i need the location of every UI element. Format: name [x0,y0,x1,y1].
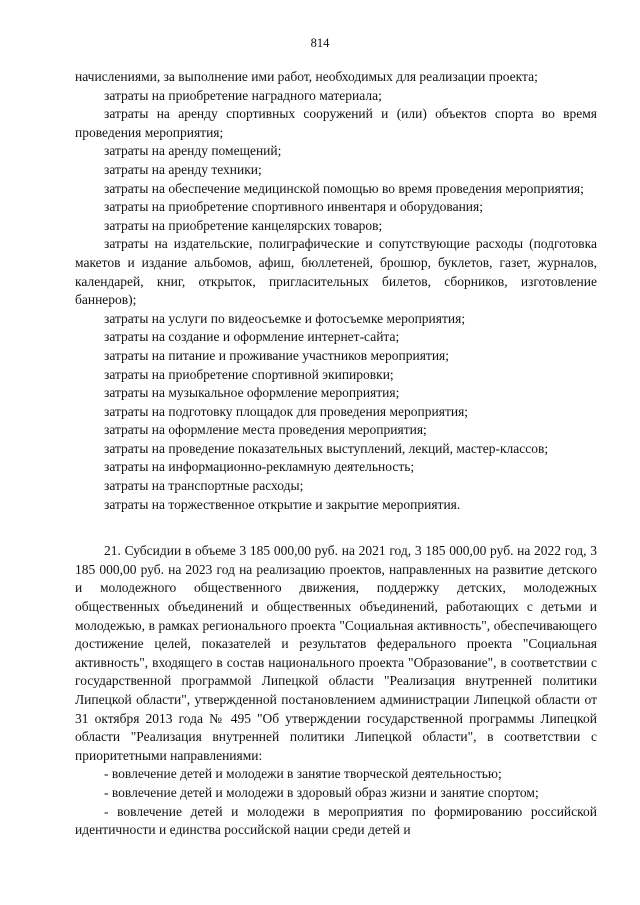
expense-item-equipment-rent: затраты на аренду техники; [104,161,262,177]
expense-item-venue-prep: затраты на подготовку площадок для проведения мероприятия; [104,403,469,419]
expense-item-website: затраты на создание и оформление интернет-сайта; [104,329,400,345]
expense-item-venue-decoration: затраты на оформление места проведения мероприятия; [104,422,427,438]
expense-item-demonstrations: затраты на проведение показательных выступлений, лекций, мастер-классов; [104,440,549,456]
expense-item-award-materials: затраты на приобретение наградного материала; [104,87,382,103]
expense-item-opening-closing: затраты на торжественное открытие и закрытие мероприятия. [104,496,461,512]
expense-item-premises-rent: затраты на аренду помещений; [104,143,282,159]
expense-item-sports-facilities: затраты на аренду спортивных сооружений и (или) объектов спорта во время проведения мероприятия; [75,106,597,140]
expense-item-advertising: затраты на информационно-рекламную деятельность; [104,459,415,475]
direction-creative: - вовлечение детей и молодежи в занятие творческой деятельностью; [104,766,502,782]
clause-21: 21. Субсидии в объеме 3 185 000,00 руб. на 2021 год, 3 185 000,00 руб. на 2022 год, 3 185 000,00 руб. на 2023 год на реализацию проектов, направленных на развитие детского и молодежного общественного движения, поддержку детских, молодежных общественных объединений и общественных объединений, работающих с детьми и молодежью, в рамках регионального проекта "Социальная активность", обеспечивающего достижение целей, показателей и результатов федерального проекта "Социальная активность", входящего в состав национального проекта "Образование", в соответствии с государственной программой Липецкой области "Реализация внутренней политики Липецкой области", утвержденной постановлением администрации Липецкой области от 31 октября 2013 года № 495 "Об утверждении государственной программы Липецкой области "Реализация внутренней политики Липецкой области", в соответствии с приоритетными направлениями: [75,543,597,763]
expense-item-medical-aid: затраты на обеспечение медицинской помощью во время проведения мероприятия; [104,180,584,196]
document-body [75,68,597,840]
expense-item-sports-gear: затраты на приобретение спортивной экипировки; [104,366,394,382]
page-number: 814 [310,36,330,50]
expense-item-transport: затраты на транспортные расходы; [104,478,304,494]
direction-russian-identity: - вовлечение детей и молодежи в мероприятия по формированию российской идентичности и единства российской нации среди детей и [75,803,597,838]
expense-item-food-lodging: затраты на питание и проживание участников мероприятия; [104,347,450,363]
expense-item-sports-inventory: затраты на приобретение спортивного инвентаря и оборудования; [104,199,483,215]
section-gap [75,514,597,542]
direction-healthy-lifestyle: - вовлечение детей и молодежи в здоровый образ жизни и занятие спортом; [104,784,539,800]
expense-item-music: затраты на музыкальное оформление мероприятия; [104,385,400,401]
expense-continuation: начислениями, за выполнение ими работ, необходимых для реализации проекта; [75,69,538,84]
expense-item-publishing: затраты на издательские, полиграфические и сопутствующие расходы (подготовка макетов и издание альбомов, афиш, бюллетеней, брошюр, буклетов, газет, журналов, календарей, книг, открыток, пригласительных билетов, сборников, изготовление баннеров); [75,236,597,308]
expense-item-stationery: затраты на приобретение канцелярских товаров; [104,217,383,233]
expense-item-video-photo: затраты на услуги по видеосъемке и фотосъемке мероприятия; [104,310,466,326]
